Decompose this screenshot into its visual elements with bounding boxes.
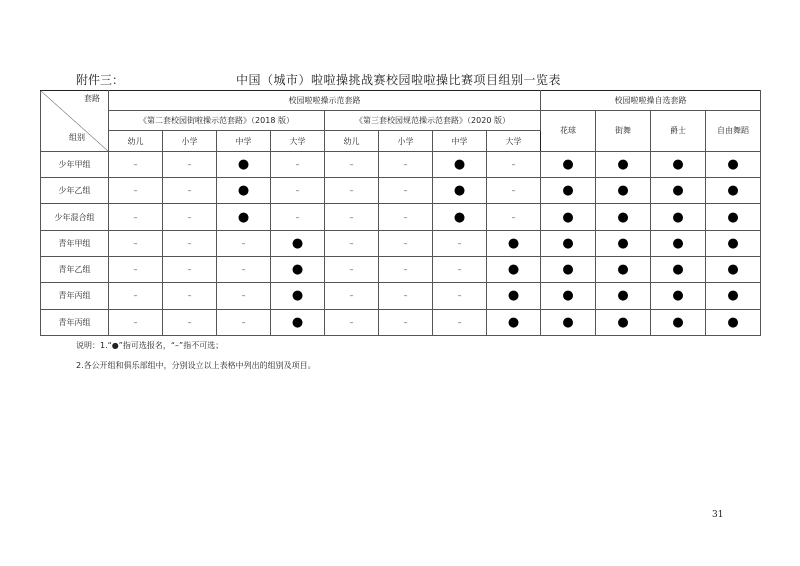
unavailable-mark: –	[349, 186, 354, 196]
available-mark: ●	[617, 314, 629, 330]
unavailable-mark: –	[295, 159, 300, 169]
available-mark: ●	[453, 209, 466, 225]
available-mark: ●	[727, 314, 739, 330]
unavailable-mark: –	[187, 238, 192, 248]
table-cell	[109, 256, 163, 282]
unavailable-mark: –	[295, 186, 300, 196]
table-cell	[706, 178, 761, 204]
table-cell	[163, 309, 217, 335]
level-header: 中学	[217, 131, 271, 151]
unavailable-mark: –	[511, 212, 516, 222]
unavailable-mark: –	[511, 186, 516, 196]
available-mark: ●	[672, 209, 684, 225]
unavailable-mark: –	[187, 265, 192, 275]
table-cell	[325, 230, 379, 256]
available-mark: ●	[562, 262, 574, 278]
table-cell	[651, 256, 706, 282]
table-cell	[706, 256, 761, 282]
unavailable-mark: –	[187, 159, 192, 169]
table-cell	[109, 230, 163, 256]
table-cell	[163, 283, 217, 309]
available-mark: ●	[237, 156, 250, 172]
unavailable-mark: –	[241, 238, 246, 248]
table-cell	[217, 204, 271, 230]
group-header-right: 校园啦啦操自选套路	[541, 91, 761, 111]
table-cell	[706, 204, 761, 230]
available-mark: ●	[617, 156, 629, 172]
unavailable-mark: –	[187, 317, 192, 327]
table-cell	[217, 283, 271, 309]
table-cell	[109, 309, 163, 335]
table-cell	[541, 178, 596, 204]
table-row	[41, 151, 761, 177]
table-cell	[596, 204, 651, 230]
subheader-2020: 《第三套校园规范操示范套路》（2020 版）	[325, 111, 541, 131]
available-mark: ●	[672, 235, 684, 251]
table-cell	[271, 230, 325, 256]
group-header-left: 校园啦啦操示范套路	[109, 91, 541, 111]
available-mark: ●	[562, 183, 574, 199]
table-cell	[487, 309, 541, 335]
table-cell	[541, 283, 596, 309]
table-cell	[651, 178, 706, 204]
events-table	[40, 90, 761, 336]
table-row	[41, 204, 761, 230]
table-cell	[706, 151, 761, 177]
table-cell	[487, 151, 541, 177]
available-mark: ●	[617, 183, 629, 199]
table-cell	[379, 230, 433, 256]
level-header: 小学	[379, 131, 433, 151]
table-cell	[217, 230, 271, 256]
unavailable-mark: –	[295, 212, 300, 222]
table-cell	[433, 230, 487, 256]
subheader-2018: 《第二套校园街啦操示范套路》（2018 版）	[109, 111, 325, 131]
table-cell	[325, 309, 379, 335]
unavailable-mark: –	[349, 291, 354, 301]
unavailable-mark: –	[133, 291, 138, 301]
table-cell	[651, 204, 706, 230]
unavailable-mark: –	[403, 212, 408, 222]
table-cell	[379, 309, 433, 335]
table-cell	[325, 151, 379, 177]
row-label: 少年甲组	[41, 151, 109, 177]
unavailable-mark: –	[187, 291, 192, 301]
row-label: 青年乙组	[41, 256, 109, 282]
note-line-2: 2.各公开组和俱乐部组中，分别设立以上表格中列出的组别及项目。	[76, 361, 316, 370]
available-mark: ●	[291, 262, 304, 278]
level-header: 幼儿	[325, 131, 379, 151]
table-row	[41, 283, 761, 309]
table-cell	[379, 204, 433, 230]
available-mark: ●	[727, 288, 739, 304]
table-cell	[163, 256, 217, 282]
table-cell	[433, 178, 487, 204]
table-cell	[325, 178, 379, 204]
table-cell	[163, 230, 217, 256]
table-cell	[217, 256, 271, 282]
available-mark: ●	[562, 314, 574, 330]
unavailable-mark: –	[349, 317, 354, 327]
unavailable-mark: –	[349, 159, 354, 169]
table-cell	[163, 178, 217, 204]
table-cell	[651, 309, 706, 335]
table-cell	[706, 230, 761, 256]
available-mark: ●	[727, 235, 739, 251]
table-cell	[109, 151, 163, 177]
table-row	[41, 230, 761, 256]
available-mark: ●	[617, 235, 629, 251]
unavailable-mark: –	[403, 238, 408, 248]
table-cell	[596, 283, 651, 309]
free-event-header: 自由舞蹈	[706, 111, 761, 152]
table-cell	[487, 204, 541, 230]
available-mark: ●	[727, 209, 739, 225]
row-label: 青年甲组	[41, 230, 109, 256]
document-title: 中国（城市）啦啦操挑战赛校园啦啦操比赛项目组别一览表	[236, 73, 562, 87]
available-mark: ●	[507, 262, 520, 278]
available-mark: ●	[562, 235, 574, 251]
unavailable-mark: –	[457, 317, 462, 327]
table-cell	[541, 256, 596, 282]
table-cell	[325, 256, 379, 282]
unavailable-mark: –	[133, 317, 138, 327]
unavailable-mark: –	[241, 291, 246, 301]
unavailable-mark: –	[403, 186, 408, 196]
table-cell	[163, 204, 217, 230]
table-row	[41, 256, 761, 282]
table-cell	[433, 256, 487, 282]
table-cell	[109, 178, 163, 204]
row-label: 少年乙组	[41, 178, 109, 204]
unavailable-mark: –	[403, 291, 408, 301]
table-cell	[706, 283, 761, 309]
table-cell	[217, 309, 271, 335]
available-mark: ●	[617, 288, 629, 304]
available-mark: ●	[453, 156, 466, 172]
unavailable-mark: –	[457, 291, 462, 301]
row-label: 青年丙组	[41, 283, 109, 309]
available-mark: ●	[291, 314, 304, 330]
table-cell	[487, 283, 541, 309]
available-mark: ●	[562, 209, 574, 225]
table-cell	[596, 151, 651, 177]
unavailable-mark: –	[187, 212, 192, 222]
available-mark: ●	[237, 209, 250, 225]
level-header: 幼儿	[109, 131, 163, 151]
free-event-header: 花球	[541, 111, 596, 152]
unavailable-mark: –	[457, 238, 462, 248]
table-cell	[379, 256, 433, 282]
available-mark: ●	[727, 156, 739, 172]
level-header: 中学	[433, 131, 487, 151]
table-cell	[596, 309, 651, 335]
available-mark: ●	[617, 209, 629, 225]
table-row	[41, 309, 761, 335]
available-mark: ●	[617, 262, 629, 278]
table-cell	[596, 256, 651, 282]
unavailable-mark: –	[403, 265, 408, 275]
table-cell	[706, 309, 761, 335]
table-cell	[433, 283, 487, 309]
table-cell	[271, 309, 325, 335]
table-cell	[109, 204, 163, 230]
table-cell	[379, 283, 433, 309]
unavailable-mark: –	[241, 317, 246, 327]
table-cell	[487, 256, 541, 282]
level-header: 大学	[487, 131, 541, 151]
table-cell	[433, 204, 487, 230]
table-cell	[596, 178, 651, 204]
free-event-header: 街舞	[596, 111, 651, 152]
table-body	[41, 151, 761, 335]
table-cell	[109, 283, 163, 309]
table-cell	[596, 230, 651, 256]
table-cell	[271, 204, 325, 230]
row-label: 青年丙组	[41, 309, 109, 335]
page-number: 31	[712, 510, 724, 520]
table-cell	[379, 151, 433, 177]
table-cell	[433, 309, 487, 335]
unavailable-mark: –	[133, 265, 138, 275]
table-cell	[379, 178, 433, 204]
table-cell	[433, 151, 487, 177]
table-cell	[651, 283, 706, 309]
unavailable-mark: –	[187, 186, 192, 196]
unavailable-mark: –	[133, 238, 138, 248]
table-cell	[325, 204, 379, 230]
title-row	[76, 71, 736, 87]
available-mark: ●	[727, 183, 739, 199]
unavailable-mark: –	[403, 317, 408, 327]
table-cell	[271, 283, 325, 309]
available-mark: ●	[562, 288, 574, 304]
unavailable-mark: –	[349, 238, 354, 248]
table-cell	[651, 151, 706, 177]
row-label: 少年混合组	[41, 204, 109, 230]
unavailable-mark: –	[133, 212, 138, 222]
unavailable-mark: –	[133, 186, 138, 196]
level-header: 小学	[163, 131, 217, 151]
available-mark: ●	[291, 235, 304, 251]
table-cell	[487, 230, 541, 256]
table-cell	[487, 178, 541, 204]
table-cell	[325, 283, 379, 309]
unavailable-mark: –	[349, 265, 354, 275]
available-mark: ●	[507, 288, 520, 304]
table-cell	[271, 256, 325, 282]
available-mark: ●	[507, 314, 520, 330]
available-mark: ●	[727, 262, 739, 278]
table-cell	[163, 151, 217, 177]
available-mark: ●	[453, 183, 466, 199]
free-event-header: 爵士	[651, 111, 706, 152]
note-line-1: 说明：1.“●”指可选报名，“–”指不可选；	[76, 341, 224, 350]
table-cell	[217, 178, 271, 204]
table-cell	[541, 204, 596, 230]
table-cell	[541, 151, 596, 177]
available-mark: ●	[291, 288, 304, 304]
table-cell	[217, 151, 271, 177]
table-cell	[271, 151, 325, 177]
corner-bottom-label: 组别	[69, 132, 85, 142]
unavailable-mark: –	[241, 265, 246, 275]
corner-top-label: 套路	[84, 94, 100, 103]
available-mark: ●	[672, 314, 684, 330]
unavailable-mark: –	[511, 159, 516, 169]
table-cell	[271, 178, 325, 204]
unavailable-mark: –	[133, 159, 138, 169]
table-cell	[541, 309, 596, 335]
header-corner-cell	[41, 91, 109, 152]
available-mark: ●	[507, 235, 520, 251]
available-mark: ●	[562, 156, 574, 172]
unavailable-mark: –	[457, 265, 462, 275]
available-mark: ●	[237, 183, 250, 199]
unavailable-mark: –	[349, 212, 354, 222]
level-header: 大学	[271, 131, 325, 151]
available-mark: ●	[672, 262, 684, 278]
available-mark: ●	[672, 183, 684, 199]
table-row	[41, 178, 761, 204]
unavailable-mark: –	[403, 159, 408, 169]
available-mark: ●	[672, 288, 684, 304]
table-cell	[651, 230, 706, 256]
attachment-label: 附件三：	[76, 73, 125, 87]
available-mark: ●	[672, 156, 684, 172]
table-cell	[541, 230, 596, 256]
